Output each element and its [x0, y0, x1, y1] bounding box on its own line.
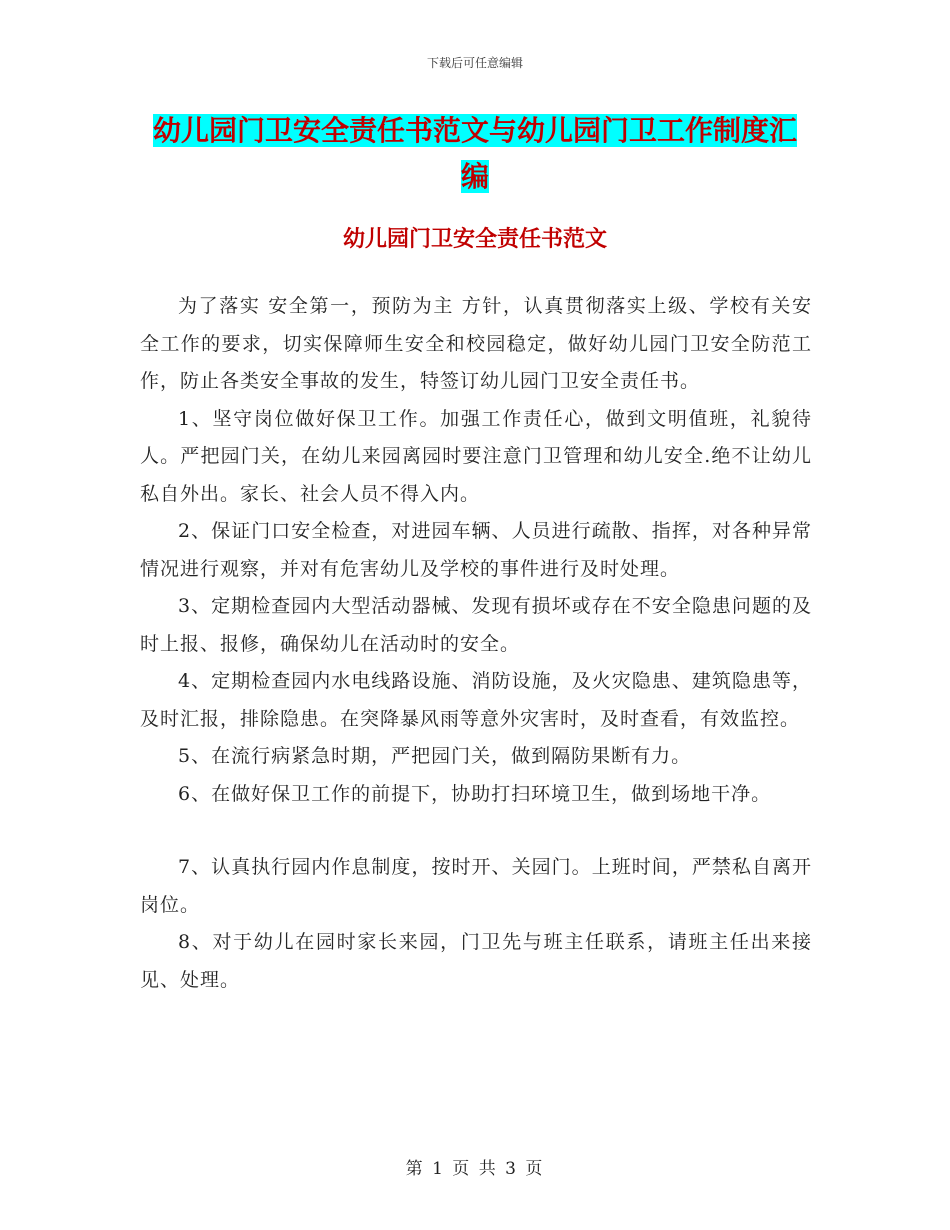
- paragraph-item-8: 8、对于幼儿在园时家长来园，门卫先与班主任联系，请班主任出来接见、处理。: [140, 931, 812, 991]
- document-body: [140, 288, 812, 999]
- paragraph-item-5: 5、在流行病紧急时期，严把园门关，做到隔防果断有力。: [178, 745, 692, 767]
- header-note: 下载后可任意编辑: [426, 56, 523, 70]
- page-number-footer: 第 1 页 共 3 页: [405, 1159, 545, 1179]
- paragraph-item-3: 3、定期检查园内大型活动器械、发现有损坏或存在不安全隐患问题的及时上报、报修，确保幼儿在活动时的安全。: [140, 595, 812, 655]
- section-title: 幼儿园门卫安全责任书范文: [342, 226, 607, 252]
- paragraph-item-2: 2、保证门口安全检查，对进园车辆、人员进行疏散、指挥，对各种异常情况进行观察，并对有危害幼儿及学校的事件进行及时处理。: [140, 520, 812, 580]
- paragraph-item-1: 1、坚守岗位做好保卫工作。加强工作责任心，做到文明值班，礼貌待人。严把园门关，在幼儿来园离园时要注意门卫管理和幼儿安全.绝不让幼儿私自外出。家长、社会人员不得入内。: [140, 407, 812, 505]
- paragraph-item-7: 7、认真执行园内作息制度，按时开、关园门。上班时间，严禁私自离开岗位。: [140, 856, 812, 916]
- paragraph-item-6: 6、在做好保卫工作的前提下，协助打扫环境卫生，做到场地干净。: [178, 782, 772, 805]
- paragraph-intro: 为了落实 安全第一，预防为主 方针，认真贯彻落实上级、学校有关安全工作的要求，切实保障师生安全和校园稳定，做好幼儿园门卫安全防范工作，防止各类安全事故的发生，特签订幼儿园门卫安全责任书。: [140, 295, 812, 392]
- paragraph-item-4: 4、定期检查园内水电线路设施、消防设施，及火灾隐患、建筑隐患等，及时汇报，排除隐患。在突降暴风雨等意外灾害时，及时查看，有效监控。: [140, 670, 812, 730]
- document-title-text: 幼儿园门卫安全责任书范文与幼儿园门卫工作制度汇编: [152, 114, 797, 193]
- document-title: [140, 108, 810, 200]
